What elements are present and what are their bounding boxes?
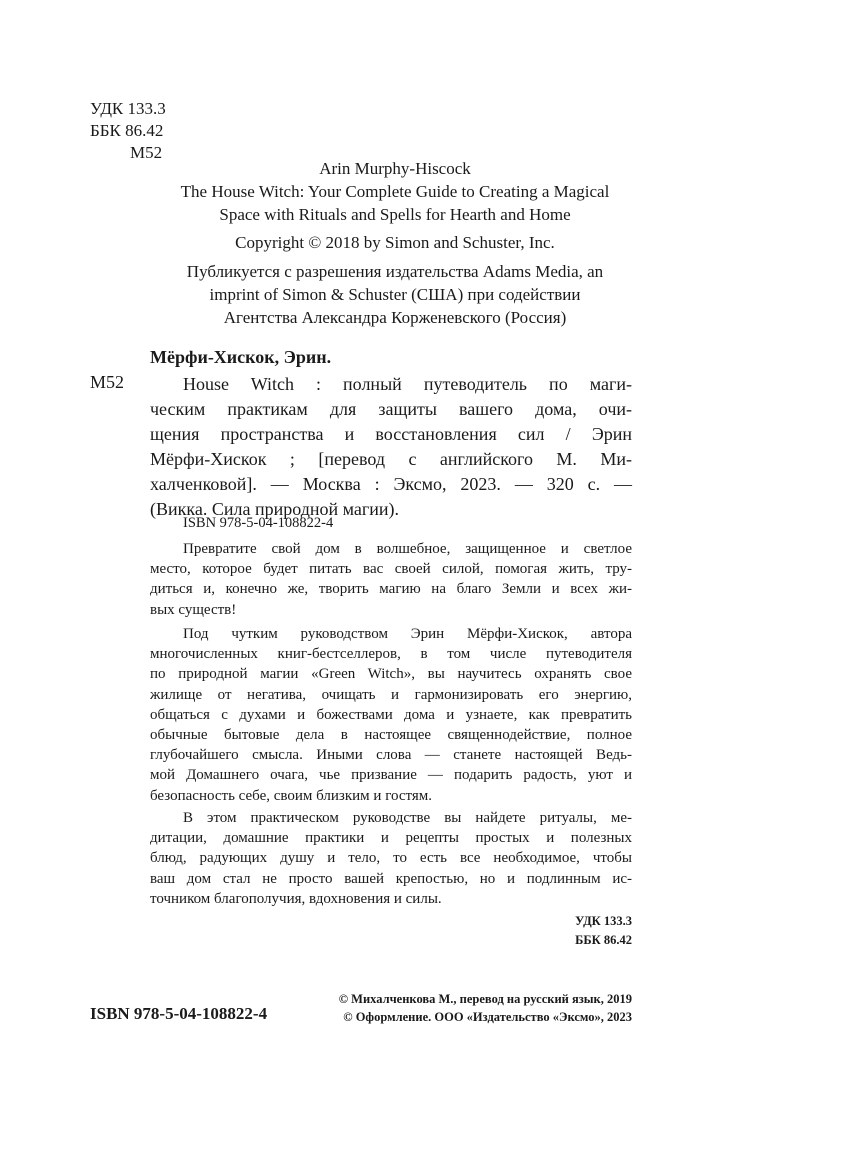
biblio-line: ческим практикам для защиты вашего дома, очи- bbox=[150, 399, 632, 419]
classification-codes bbox=[90, 98, 166, 164]
udk-code: УДК 133.3 bbox=[90, 99, 166, 118]
annotation-line: обычные бытовые дела в настоящее священнодействие, полное bbox=[150, 727, 632, 744]
annotation-line: В этом практическом руководстве вы найдете ритуалы, ме- bbox=[183, 810, 632, 826]
original-author bbox=[90, 157, 700, 180]
annotation-line: Превратите свой дом в волшебное, защищенное и светлое bbox=[183, 541, 632, 557]
biblio-line: щения пространства и восстановления сил / Эрин bbox=[150, 424, 632, 444]
annotation-line: место, которое будет питать вас своей силой, помогая жить, тру- bbox=[150, 561, 632, 578]
annotation-line: точником благополучия, вдохновения и силы. bbox=[150, 890, 442, 907]
annotation-paragraph-1 bbox=[150, 539, 632, 620]
original-title bbox=[90, 180, 700, 226]
original-author-text: Arin Murphy-Hiscock bbox=[319, 159, 471, 178]
biblio-author-mark: М52 bbox=[90, 372, 125, 392]
original-title-line: The House Witch: Your Complete Guide to Creating a Magical bbox=[180, 182, 610, 201]
annotation-line: многочисленных книг-бестселлеров, в том числе путеводителя bbox=[150, 646, 632, 663]
annotation-line: дитации, домашние практики и рецепты простых и полезных bbox=[150, 830, 632, 847]
annotation-paragraph-2 bbox=[150, 624, 632, 806]
biblio-line: (Викка. Сила природной магии). bbox=[150, 499, 400, 519]
footer-isbn: ISBN 978-5-04-108822-4 bbox=[90, 1004, 268, 1023]
footer-bbk: ББК 86.42 bbox=[575, 933, 632, 947]
translation-copyright: © Михалченкова М., перевод на русский язык, 2019 bbox=[338, 992, 632, 1006]
publication-notice bbox=[90, 260, 700, 329]
annotation-paragraph-3 bbox=[150, 808, 632, 909]
annotation-line: вых существ! bbox=[150, 601, 237, 618]
annotation-line: по природной магии «Green Witch», вы научитесь охранять свое bbox=[150, 666, 632, 683]
design-copyright: © Оформление. ООО «Издательство «Эксмо», 2023 bbox=[343, 1010, 632, 1024]
biblio-line: Мёрфи-Хискок ; [перевод с английского М. Ми- bbox=[150, 449, 632, 469]
bbk-code: ББК 86.42 bbox=[90, 121, 164, 140]
footer-copyrights bbox=[290, 990, 632, 1026]
biblio-isbn: ISBN 978-5-04-108822-4 bbox=[183, 515, 334, 531]
annotation-line: глубочайшего смысла. Иными слова — станете настоящей Ведь- bbox=[150, 747, 632, 764]
annotation-line: ваш дом стал не просто вашей крепостью, но и подлинным ис- bbox=[150, 870, 632, 887]
annotation-line: общаться с духами и божествами дома и узнаете, как превратить bbox=[150, 706, 632, 723]
publication-line: Публикуется с разрешения издательства Adams Media, an bbox=[186, 262, 604, 281]
annotation-line: блюд, радующих душу и тело, то есть все необходимое, чтобы bbox=[150, 850, 632, 867]
biblio-heading: Мёрфи-Хискок, Эрин. bbox=[150, 347, 332, 367]
annotation-line: жилище от негатива, очищать и гармонизировать его энергию, bbox=[150, 686, 632, 703]
annotation-line: Под чутким руководством Эрин Мёрфи-Хискок, автора bbox=[183, 626, 632, 642]
footer-udk: УДК 133.3 bbox=[575, 914, 632, 928]
original-copyright bbox=[90, 231, 700, 254]
publication-line: imprint of Simon & Schuster (США) при содействии bbox=[209, 285, 581, 304]
original-title-line: Space with Rituals and Spells for Hearth and Home bbox=[219, 205, 571, 224]
biblio-line: House Witch : полный путеводитель по маги- bbox=[183, 374, 632, 394]
biblio-line: халченковой]. — Москва : Эксмо, 2023. — 320 с. — bbox=[150, 474, 632, 494]
original-copyright-text: Copyright © 2018 by Simon and Schuster, Inc. bbox=[235, 233, 555, 252]
biblio-description bbox=[150, 372, 632, 522]
annotation-line: диться и, конечно же, творить магию на благо Земли и всех жи- bbox=[150, 581, 632, 598]
author-mark: М52 bbox=[130, 143, 163, 162]
annotation-line: мой Домашнего очага, чье призвание — подарить радость, уют и bbox=[150, 767, 632, 784]
annotation-line: безопасность себе, своим близким и гостям. bbox=[150, 787, 432, 804]
footer-classification bbox=[450, 912, 632, 950]
publication-line: Агентства Александра Корженевского (Россия) bbox=[223, 308, 567, 327]
